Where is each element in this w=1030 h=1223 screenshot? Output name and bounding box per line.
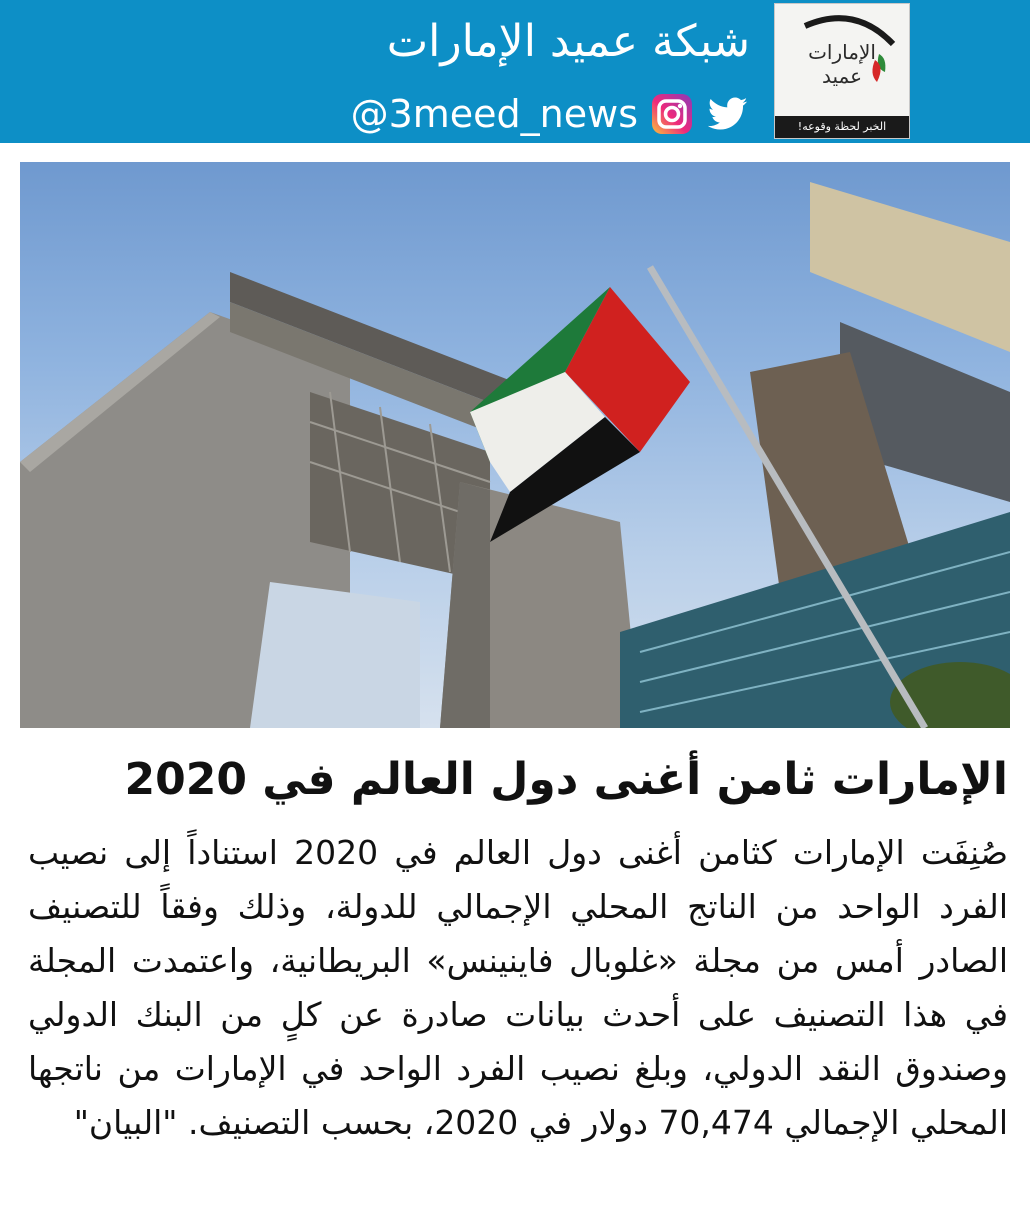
- social-handle[interactable]: @3meed_news: [350, 92, 638, 136]
- instagram-icon[interactable]: [650, 92, 694, 136]
- logo-text-line2: عميد: [821, 64, 863, 88]
- logo-tagline: الخبر لحظة وقوعه!: [775, 116, 909, 138]
- brand-name: شبكة عميد الإمارات: [386, 16, 750, 67]
- header-banner: [0, 0, 1030, 143]
- article-headline: الإمارات ثامن أغنى دول العالم في 2020: [124, 754, 1008, 805]
- logo-text: [775, 40, 909, 88]
- social-row: [351, 88, 750, 140]
- logo-text-line1: الإمارات: [808, 40, 876, 64]
- article-body: صُنِفَت الإمارات كثامن أغنى دول العالم في 2020 استناداً إلى نصيب الفرد الواحد من الناتج المحلي الإجمالي للدولة، وذلك وفقاً للتصنيف الصادر أمس من مجلة «غلوبال فاينينس» البريطانية، واعتمدت المجلة في هذا التصنيف على أحدث بيانات صادرة عن كلٍ من البنك الدولي وصندوق النقد الدولي، وبلغ نصيب الفرد الواحد في الإمارات من ناتجها المحلي الإجمالي 70,474 دولار في 2020، بحسب التصنيف. "البيان": [28, 833, 1008, 1142]
- photo-illustration: [20, 162, 1010, 728]
- article-photo: [20, 162, 1010, 728]
- twitter-icon[interactable]: [706, 92, 750, 136]
- brand-logo: [774, 3, 910, 139]
